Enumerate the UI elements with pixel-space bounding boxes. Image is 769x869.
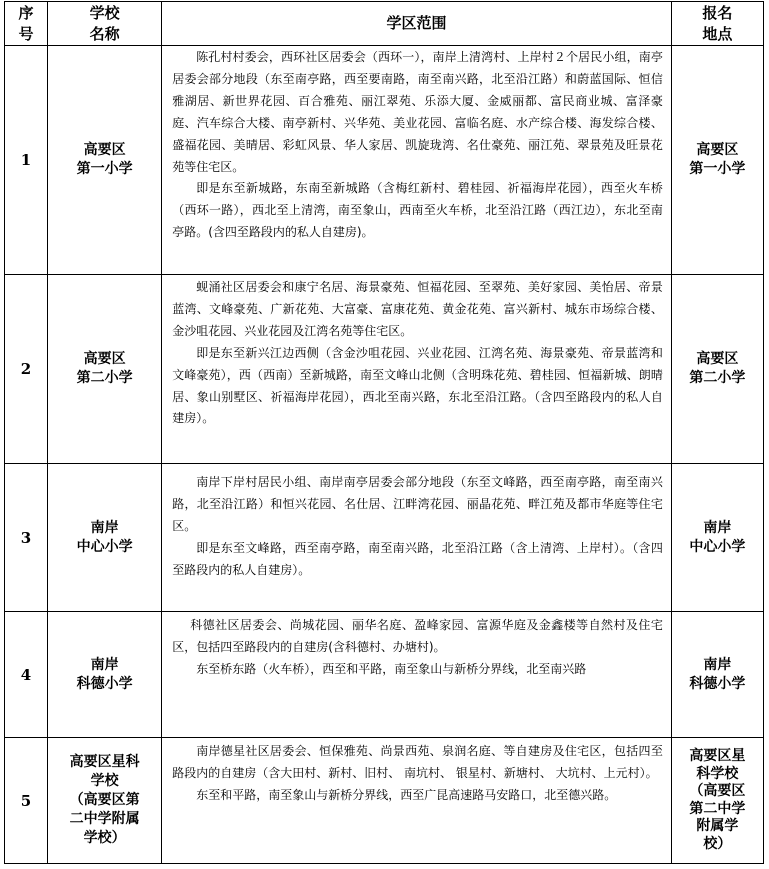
- registration-location: 高要区 第二小学: [671, 275, 763, 464]
- district-range: [162, 46, 672, 275]
- range-paragraph: 东至和平路，南至象山与新桥分界线，西至广昆高速路马安路口，北至德兴路。: [196, 787, 617, 802]
- range-paragraph: 即是东至新城路，东南至新城路（含梅红新村、碧桂园、祈福海岸花园），西至火车桥（西环一路），西北至上清湾，南至象山，西南至火车桥，北至沿江路（西江边），东北至南亭路。(含四至路段内的私人自建房)。: [172, 181, 663, 240]
- school-name: 南岸 中心小学: [48, 464, 162, 612]
- table-row: [5, 464, 764, 612]
- school-name: 高要区 第一小学: [48, 46, 162, 275]
- district-range: [162, 464, 672, 612]
- table-row: [5, 275, 764, 464]
- range-paragraph: 东至桥东路（火车桥），西至和平路，南至象山与新桥分界线，北至南兴路: [196, 661, 587, 676]
- header-row: [5, 2, 764, 46]
- range-paragraph: 蚬涌社区居委会和康宁名居、海景豪苑、恒福花园、至翠苑、美好家园、美怡居、帝景蓝湾、文峰豪苑、广新花苑、大富豪、富康花苑、黄金花苑、富兴新村、城东市场综合楼、金沙咀花园、兴业花园及江湾名苑等住宅区。: [172, 280, 663, 338]
- registration-location: 高要区 第一小学: [671, 46, 763, 275]
- row-seq: 1: [5, 46, 48, 275]
- school-name: 高要区星科 学校 （高要区第 二中学附属 学校）: [48, 738, 162, 864]
- header-seq: 序 号: [5, 2, 48, 46]
- registration-location: 高要区星 科学校 （高要区 第二中学 附属学 校）: [671, 738, 763, 864]
- range-paragraph: 陈孔村村委会，西环社区居委会（西环一），南岸上清湾村、上岸村２个居民小组，南亭居委会部分地段（东至南亭路，西至要南路，南至南兴路，北至沿江路）和蔚蓝国际、恒信雅湖居、新世界花园、百合雅苑、丽江翠苑、乐添大厦、金威丽都、富民商业城、富泽豪庭、汽车综合大楼、南亭新村、兴华苑、美业花园、富临名庭、水产综合楼、海发综合楼、盛福花园、美晴居、彩虹风景、华人家居、凯旋珑湾、名仕豪苑、丽江苑、翠景苑及旺景花苑等住宅区。: [172, 50, 663, 174]
- range-paragraph: 即是东至文峰路，西至南亭路，南至南兴路，北至沿江路（含上清湾、上岸村）。（含四至路段内的私人自建房）。: [172, 540, 663, 577]
- school-district-table: [4, 1, 764, 864]
- registration-location: 南岸 中心小学: [671, 464, 763, 612]
- range-paragraph: 科德社区居委会、尚城花园、丽华名庭、盈峰家园、富源华庭及金鑫楼等自然村及住宅区，包括四至路段内的自建房(含科德村、办塘村)。: [172, 618, 663, 654]
- registration-location: 南岸 科德小学: [671, 612, 763, 738]
- school-name: 高要区 第二小学: [48, 275, 162, 464]
- range-paragraph: 即是东至新兴江边西侧（含金沙咀花园、兴业花园、江湾名苑、海景豪苑、帝景蓝湾和文峰豪苑），西（西南）至新城路，南至文峰山北侧（含明珠花苑、碧桂园、恒福新城、朗晴居、象山别墅区、祈福海岸花园），西北至南兴路，东北至沿江路。（含四至路段内的私人自建房）。: [172, 345, 663, 426]
- school-name: 南岸 科德小学: [48, 612, 162, 738]
- row-seq: 2: [5, 275, 48, 464]
- row-seq: 3: [5, 464, 48, 612]
- range-paragraph: 南岸德星社区居委会、恒保雅苑、尚景西苑、泉润名庭、等自建房及住宅区，包括四至路段内的自建房（含大田村、新村、旧村、 南坑村、 银星村、新塘村、 大坑村、上元村）。: [172, 744, 663, 780]
- district-range: [162, 275, 672, 464]
- header-location: 报名 地点: [671, 2, 763, 46]
- district-range: [162, 612, 672, 738]
- district-range: [162, 738, 672, 864]
- range-paragraph: 南岸下岸村居民小组、南岸南亭居委会部分地段（东至文峰路，西至南亭路，南至南兴路，北至沿江路）和恒兴花园、名仕居、江畔湾花园、丽晶花苑、畔江苑及都市华庭等住宅区。: [172, 475, 663, 533]
- table-row: [5, 738, 764, 864]
- table-row: [5, 612, 764, 738]
- header-school-name: 学校 名称: [48, 2, 162, 46]
- row-seq: 4: [5, 612, 48, 738]
- table-row: [5, 46, 764, 275]
- header-district-range: 学区范围: [162, 2, 672, 46]
- row-seq: 5: [5, 738, 48, 864]
